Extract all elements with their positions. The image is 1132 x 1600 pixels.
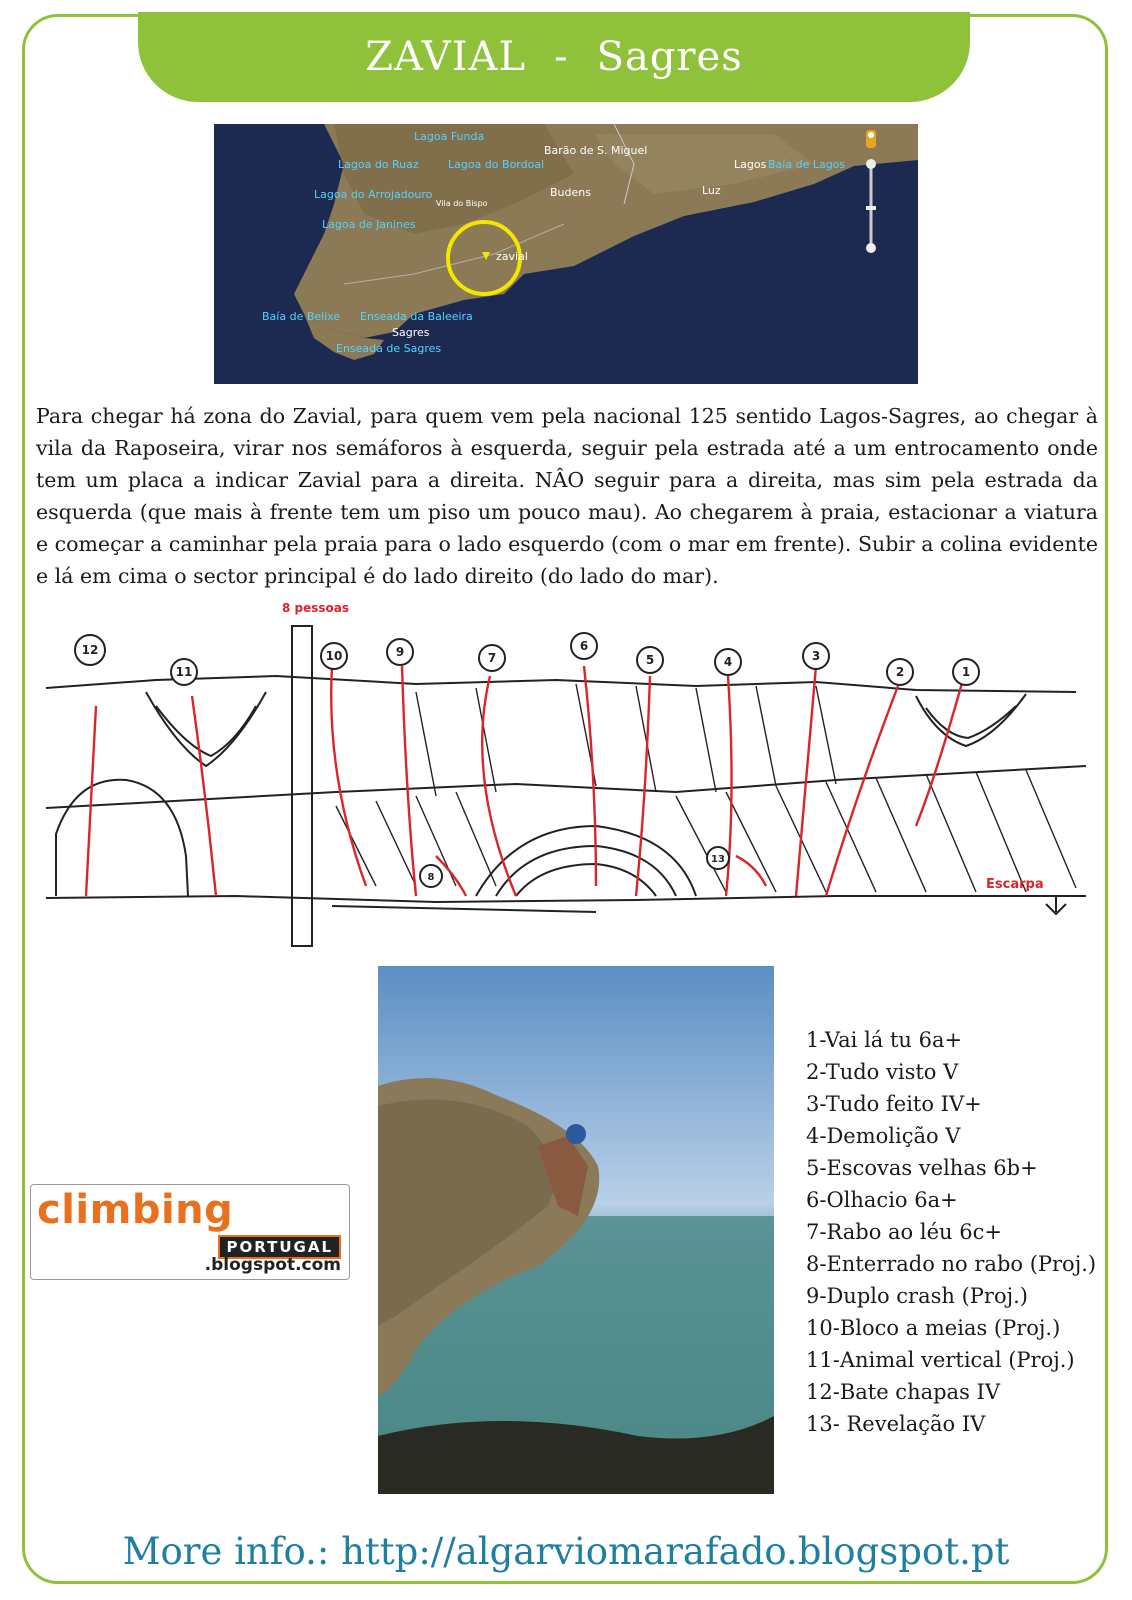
map-label: Baía de Lagos (768, 158, 846, 171)
logo-word: climbing (37, 1187, 234, 1233)
access-description: Para chegar há zona do Zavial, para quem vem pela nacional 125 sentido Lagos-Sagres, ao chegar à vila da Raposeira, virar nos semáforos à esquerda, seguir pela estrada até a um entrocamento onde tem um placa a indicar Zavial para a direita. NÂO seguir para a direita, mas sim pela estrada da esquerda (que mais à frente tem um piso um pouco mau). Ao chegarem à praia, estacionar a viatura e começar a caminhar pela praia para o lado esquerdo (com o mar em frente). Subir a colina evidente e lá em cima o sector principal é do lado direito (do lado do mar). (36, 404, 1098, 588)
map-label: Enseada de Sagres (336, 342, 442, 355)
climbing-portugal-logo (30, 1184, 350, 1280)
map-label: Baía de Belixe (262, 310, 341, 323)
route-item: 5-Escovas velhas 6b+ (806, 1156, 1038, 1180)
topo-escarpa-label: Escarpa (986, 877, 1044, 892)
topo-route-number: 2 (895, 665, 905, 679)
map-label: Lagoa Funda (414, 130, 485, 143)
topo-route-number: 8 (427, 872, 435, 883)
route-item: 10-Bloco a meias (Proj.) (806, 1316, 1061, 1340)
route-item: 13- Revelação IV (806, 1412, 986, 1436)
topo-route-number: 6 (579, 639, 589, 653)
title-place: ZAVIAL (365, 34, 527, 80)
map-label: Lagoa do Ruaz (338, 158, 419, 171)
map-label: Lagos (734, 158, 767, 171)
topo-route-number: 11 (175, 665, 193, 679)
topo-route-number: 5 (645, 653, 655, 667)
more-info-link[interactable]: More info.: http://algarviomarafado.blogspot.pt (122, 1530, 1010, 1573)
map-label: Enseada da Baleeira (360, 310, 473, 323)
topo-route-number: 7 (487, 651, 497, 665)
logo-country: PORTUGAL (218, 1235, 341, 1259)
topo-route-number: 1 (961, 665, 971, 679)
map-label: Budens (550, 186, 591, 199)
route-item: 2-Tudo visto V (806, 1060, 959, 1084)
map-label: Lagoa de Janines (322, 218, 416, 231)
route-item: 1-Vai lá tu 6a+ (806, 1028, 963, 1052)
map-label: Sagres (392, 326, 430, 339)
route-item: 3-Tudo feito IV+ (806, 1092, 982, 1116)
route-item: 8-Enterrado no rabo (Proj.) (806, 1252, 1097, 1276)
topo-route-number: 9 (395, 645, 405, 659)
route-list (806, 1024, 1096, 1440)
route-item: 4-Demolição V (806, 1124, 961, 1148)
map-label: Vila do Bispo (436, 199, 488, 208)
map-label: zavial (496, 250, 528, 263)
climber-photo (378, 966, 774, 1494)
route-item: 6-Olhacio 6a+ (806, 1188, 958, 1212)
route-topo-drawing (36, 596, 1100, 960)
route-item: 11-Animal vertical (Proj.) (806, 1348, 1075, 1372)
title-separator: - (554, 34, 569, 80)
route-item: 12-Bate chapas IV (806, 1380, 1000, 1404)
title-region: Sagres (596, 34, 743, 80)
map-label: Lagoa do Bordoal (448, 158, 545, 171)
topo-route-number: 10 (325, 649, 343, 663)
topo-route-number: 4 (723, 655, 733, 669)
topo-route-number: 13 (711, 854, 725, 865)
topo-route-number: 3 (811, 649, 821, 663)
topo-top-label: 8 pessoas (282, 601, 350, 615)
topo-route-number: 12 (81, 643, 99, 657)
map-label: Luz (702, 184, 721, 197)
route-item: 7-Rabo ao léu 6c+ (806, 1220, 1002, 1244)
page-title (138, 12, 970, 102)
logo-domain: .blogspot.com (204, 1255, 341, 1275)
map-label: Lagoa do Arrojadouro (314, 188, 433, 201)
route-item: 9-Duplo crash (Proj.) (806, 1284, 1028, 1308)
map-label: Barão de S. Miguel (544, 144, 648, 157)
satellite-map (214, 124, 918, 384)
